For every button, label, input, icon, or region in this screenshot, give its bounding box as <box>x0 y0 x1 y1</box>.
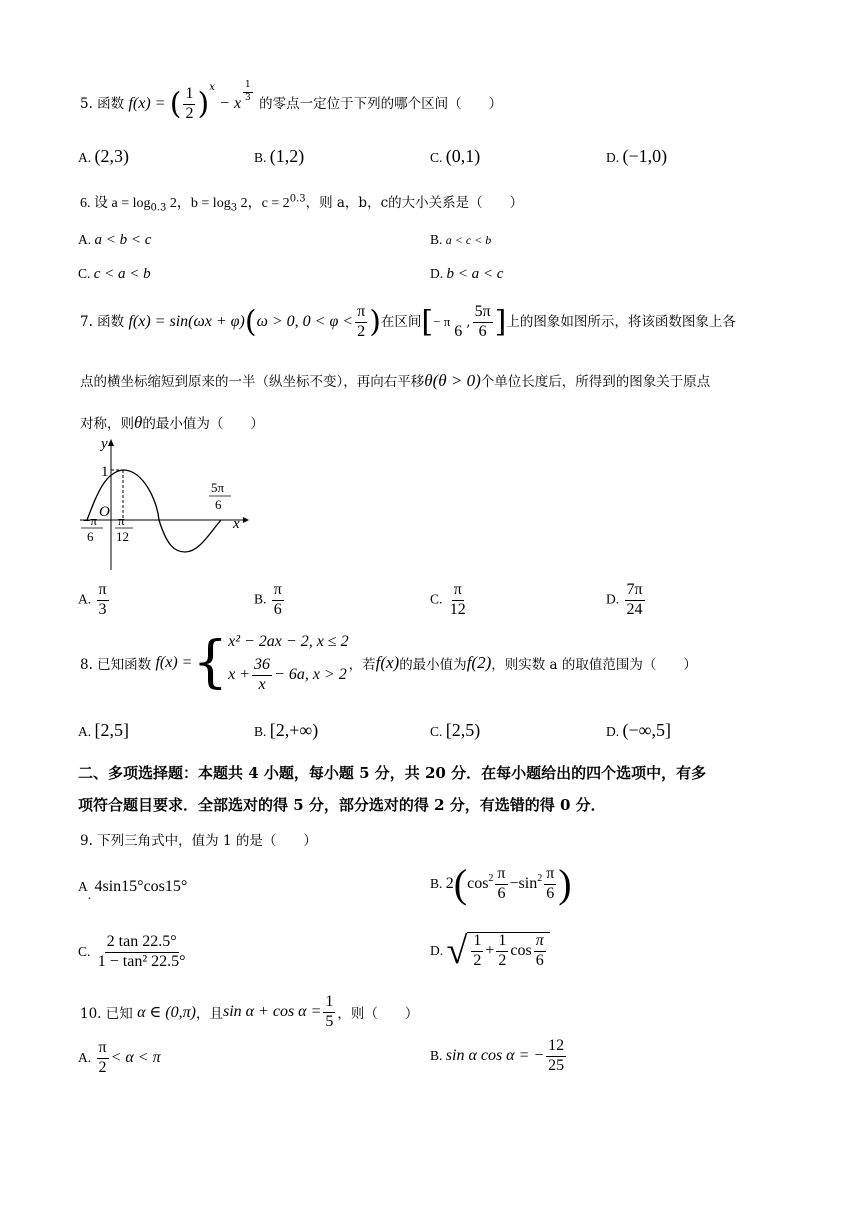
q6-option-b[interactable]: B. a < c < b <box>430 232 492 247</box>
x-axis-arrow-icon <box>243 517 249 523</box>
q7-option-b[interactable]: B. $\frac{\pi}{6}$ <box>254 581 282 618</box>
section2-heading-line2: 项符合题目要求．全部选对的得 5 分，部分选对的得 2 分，有选错的得 0 分． <box>78 796 606 814</box>
q8-brace: { <box>192 630 229 695</box>
q8-stem: 8. 已知函数 f(x) = { x² − 2ax − 2, x ≤ 2 x + $\frac{36}{x}$ − 6a, x > 2 ，若 f(x) 的最小值为 f(2) ，则实数 a 的取值范围为（ ） <box>80 630 697 695</box>
tick-neg-pi6-num: −π <box>83 513 97 528</box>
q5-tail: 的零点一定位于下列的哪个区间（ ） <box>259 95 503 112</box>
origin-label: O <box>99 504 110 520</box>
q5-minus-x: − x <box>219 94 242 112</box>
q8-option-a[interactable]: A. [2,5] <box>78 720 129 740</box>
q7-stem-line3: 对称，则θ的最小值为（ ） <box>80 413 264 432</box>
y-axis-arrow-icon <box>108 439 114 446</box>
q8-case1: x² − 2ax − 2, x ≤ 2 <box>228 632 349 650</box>
q10-option-a[interactable]: A. $\frac{\pi}{2}$ < α < π <box>78 1039 161 1076</box>
q6-stem: 6. 设 $a = \log_{0.3} 2$，$b = \log_3 2$，$c = 2^{0.3}$，则 a，b，c的大小关系是（ ） <box>80 193 524 214</box>
x-label: x <box>233 516 240 532</box>
q6-option-d[interactable]: D. b < a < c <box>430 266 504 282</box>
q7-stem-line1: 7. 函数 f(x) = sin(ωx + φ)(ω > 0, 0 < φ < $\frac{\pi}{2}$ )在区间[− π 6 , $\frac{5\pi}{6}$ ]上的图象如图所示，将该函数图象上各 <box>80 303 736 340</box>
q9-option-b[interactable]: B. 2 ( cos 2 $\frac{\pi}{6}$ − sin 2 $\frac{\pi}{6}$ ) <box>430 861 572 906</box>
tick-pi12-den: 12 <box>116 529 129 544</box>
q5-option-b[interactable]: B. (1,2) <box>254 146 305 166</box>
q6-option-c[interactable]: C. c < a < b <box>78 266 151 282</box>
tick-pi12-num: π <box>118 513 125 528</box>
q8-option-d[interactable]: D. (−∞,5] <box>606 720 671 740</box>
q9-option-d[interactable]: D. √ $\frac{1}{2}$ + $\frac{1}{2}$ cos $\frac{\pi}{6}$ <box>430 932 550 970</box>
q5-option-c[interactable]: C. (0,1) <box>430 146 481 166</box>
q5-exp-third: $\frac{1}{3}$ <box>245 80 251 103</box>
q9-option-a[interactable]: A. 4sin15°cos15° <box>78 878 188 902</box>
q7-stem-line2: 点的横坐标缩短到原来的一半（纵坐标不变），再向右平移θ(θ > 0)个单位长度后，所得到的图象关于原点 <box>80 371 711 390</box>
q9-stem: 9. 下列三角式中，值为 1 的是（ ） <box>80 833 317 849</box>
q5-exp-x: x <box>209 82 215 94</box>
q8-cases <box>228 633 348 694</box>
tick-neg-pi6-den: 6 <box>87 529 94 544</box>
q5-option-d[interactable]: D. (−1,0) <box>606 146 668 166</box>
q7-sine-graph <box>75 434 255 574</box>
tick-one: 1 <box>101 464 109 480</box>
q6-option-a[interactable]: A. a < b < c <box>78 232 152 248</box>
q7-option-a[interactable]: A. $\frac{\pi}{3}$ <box>78 581 107 618</box>
q5-func: f(x) = <box>128 94 166 112</box>
q8-case2: x + $\frac{36}{x}$ − 6a, x > 2 <box>228 655 347 693</box>
q5-stem: 5. 函数 f(x) = ( $\frac{1}{2}$ )$^x$ − x $\frac{1}{3}$ 的零点一定位于下列的哪个区间（ ） <box>80 80 503 122</box>
section2-heading-line1: 二、多项选择题：本题共 4 小题，每小题 5 分，共 20 分．在每小题给出的四个选项中，有多 <box>78 764 707 782</box>
q7-option-d[interactable]: D. $\frac{7\pi}{24}$ <box>606 581 643 618</box>
q10-stem: 10. 已知 α ∈ (0,π) ，且 sin α + cos α = $\frac{1}{5}$ ，则（ ） <box>80 993 419 1030</box>
tick-5pi6-num: 5π <box>211 480 225 495</box>
q7-option-c[interactable]: C. $\frac{\pi}{12}$ <box>430 581 466 618</box>
q5-half: $\frac{1}{2}$ <box>185 85 194 122</box>
q8-option-b[interactable]: B. [2,+∞) <box>254 720 319 740</box>
y-label: y <box>101 436 108 452</box>
q5-option-a[interactable]: A. (2,3) <box>78 146 129 166</box>
q5-label: 5. 函数 <box>80 95 125 112</box>
q10-option-b[interactable]: B. sin α cos α = − $\frac{12}{25}$ <box>430 1037 565 1074</box>
tick-5pi6-den: 6 <box>215 497 222 512</box>
q8-option-c[interactable]: C. [2,5) <box>430 720 481 740</box>
q9-option-c[interactable]: C. $\frac{2 \tan 22.5^\circ}{\text{1 − tan² 22.5°}}$ <box>78 933 186 970</box>
